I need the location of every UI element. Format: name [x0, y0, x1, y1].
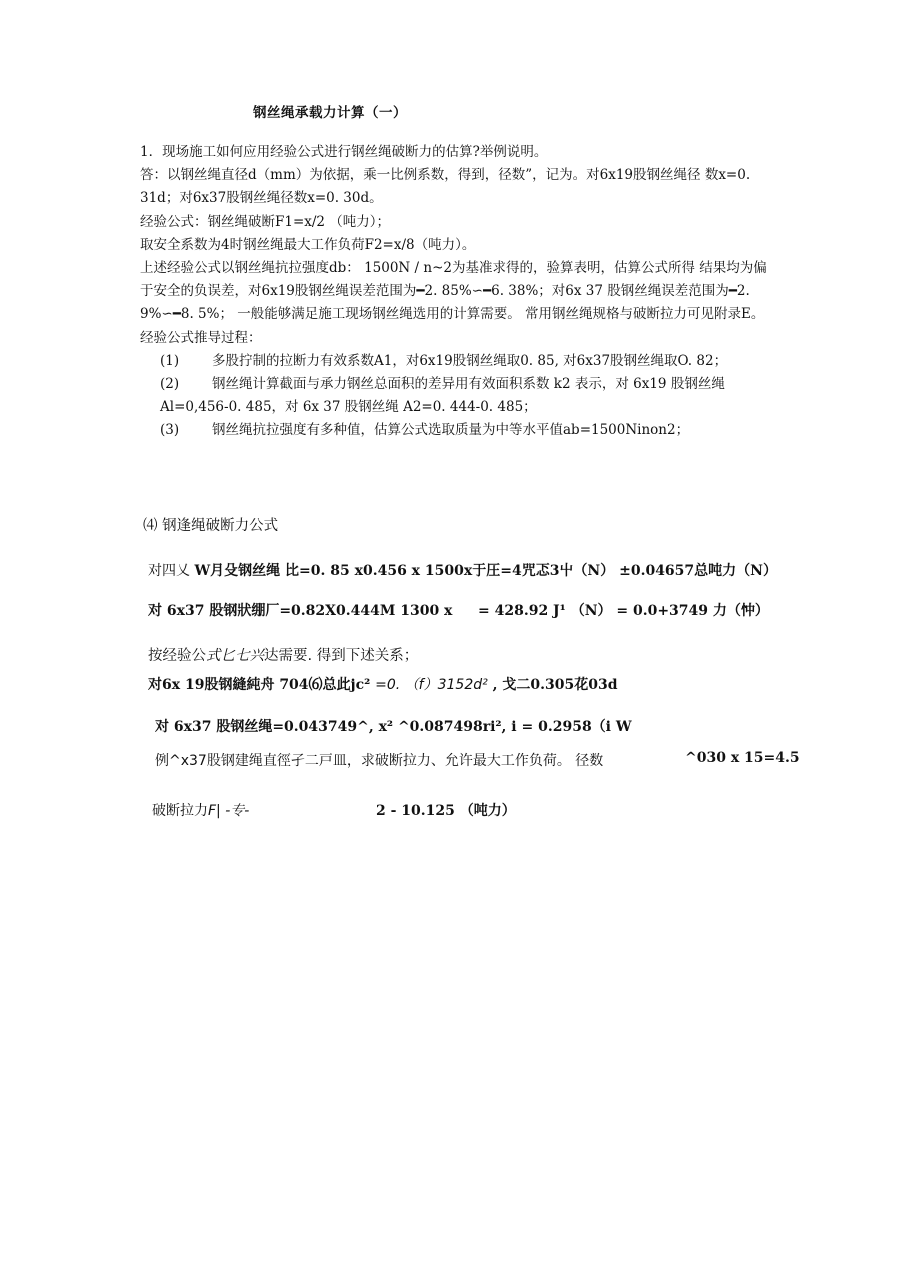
section-4-heading: ⑷ 钢逢绳破断力公式	[143, 518, 279, 534]
item-3-text: 钢丝绳抗拉强度有多种值，估算公式选取质量为中等水平值ab=1500Ninon2；	[212, 422, 690, 439]
example-line-b: ^030 x 15=4.5	[685, 750, 800, 766]
formula-line-2	[148, 600, 769, 620]
question-1: 1．现场施工如何应用经验公式进行钢丝绳破断力的估算?举例说明。	[140, 144, 548, 160]
formula-line-3-c: 达需要. 得到下述关系；	[264, 648, 419, 664]
formula-line-5	[155, 716, 632, 736]
breaking-force-b: F| -专-	[208, 803, 250, 819]
formula-line-3	[148, 644, 418, 665]
formula-line-1	[148, 560, 777, 580]
breaking-force-a: 破断拉力	[152, 803, 208, 819]
breaking-force-line	[152, 800, 516, 820]
formula-line-2-b: = 428.92 J¹ （N） = 0.0+3749 力（忡）	[478, 603, 769, 619]
example-line-a: 例^x37股钢建绳直徑孑二戸皿，求破断拉力、允许最大工作负荷。 径数	[155, 753, 604, 769]
example-line	[155, 750, 800, 770]
answer-1: 答：以钢丝绳直径d（mm）为依据，乘一比例系数，得到，径数”，记为。对6x19股钢丝绳径 数x=0. 31d；对6x37股钢丝绳径数x=0. 30d。	[140, 167, 751, 207]
formula-line-4	[148, 674, 617, 694]
formula-2: 取安全系数为4时钢丝绳最大工作负荷F2=x/8（吨力）。	[140, 236, 476, 253]
formula-line-3-b: 式匕七兴	[206, 648, 264, 664]
item-1-text: 多股拧制的拉断力有效系数A1，对6x19股钢丝绳取0. 85, 对6x37股钢丝绳取O. 82；	[212, 352, 728, 369]
formula-line-1-b: W月殳钢丝绳 比=0. 85 x0.456 x 1500x于圧=4咒忑3屮（N） ±0.04657总吨力（N）	[194, 563, 777, 579]
item-2-number: (2)	[160, 376, 180, 393]
formula-line-4-c: , 戈二0.305花03d	[487, 677, 618, 693]
body-text	[140, 141, 780, 443]
formula-line-5-text: 对 6x37 股钢丝绳=0.043749^, x² ^0.087498ri², i = 0.2958（i W	[155, 719, 632, 735]
formula-1: 经验公式：钢丝绳破断F1=x/2 （吨力）；	[140, 213, 391, 230]
breaking-force-c: 2 - 10.125 （吨力）	[376, 803, 516, 819]
formula-line-1-a: 对四乂	[148, 563, 195, 579]
item-1-number: (1)	[160, 352, 180, 369]
verification-paragraph: 上述经验公式以钢丝绳抗拉强度db： 1500N / n~2为基准求得的，验算表明，估算公式所得 结果均为偏于安全的负误差，对6x19股钢丝绳误差范围为━2. 85%∽━6. 38%；对6x 37 股钢丝绳误差范围为━2. 9%∽━8. 5%； 一般能够满足施工现场钢丝绳选用的计算需要。 常用钢丝绳规格与破断拉力可见附录E。	[140, 260, 767, 323]
item-2-text: 钢丝绳计算截面与承力钢丝总面积的差异用有效面积系数 k2 表示，对 6x19 股钢丝绳 Al=0,456-0. 485，对 6x 37 股钢丝绳 A2=0. 444-0. 485；	[160, 376, 725, 416]
formula-line-4-a: 对6x 19股钢縫純舟 704⑹总此jc²	[148, 677, 376, 693]
derivation-heading: 经验公式推导过程：	[140, 329, 262, 346]
formula-line-4-b: =0. （f）3152d²	[375, 677, 488, 693]
document-title: 钢丝绳承载力计算（一）	[253, 105, 407, 121]
derivation-item-2	[140, 373, 780, 419]
item-3-number: (3)	[160, 422, 180, 439]
formula-line-3-a: 按经验公	[148, 648, 206, 664]
derivation-item-3	[140, 419, 780, 442]
formula-line-2-a: 对 6x37 股钢狀绷厂=0.82X0.444M 1300 x	[148, 603, 453, 619]
derivation-item-1	[140, 350, 780, 373]
